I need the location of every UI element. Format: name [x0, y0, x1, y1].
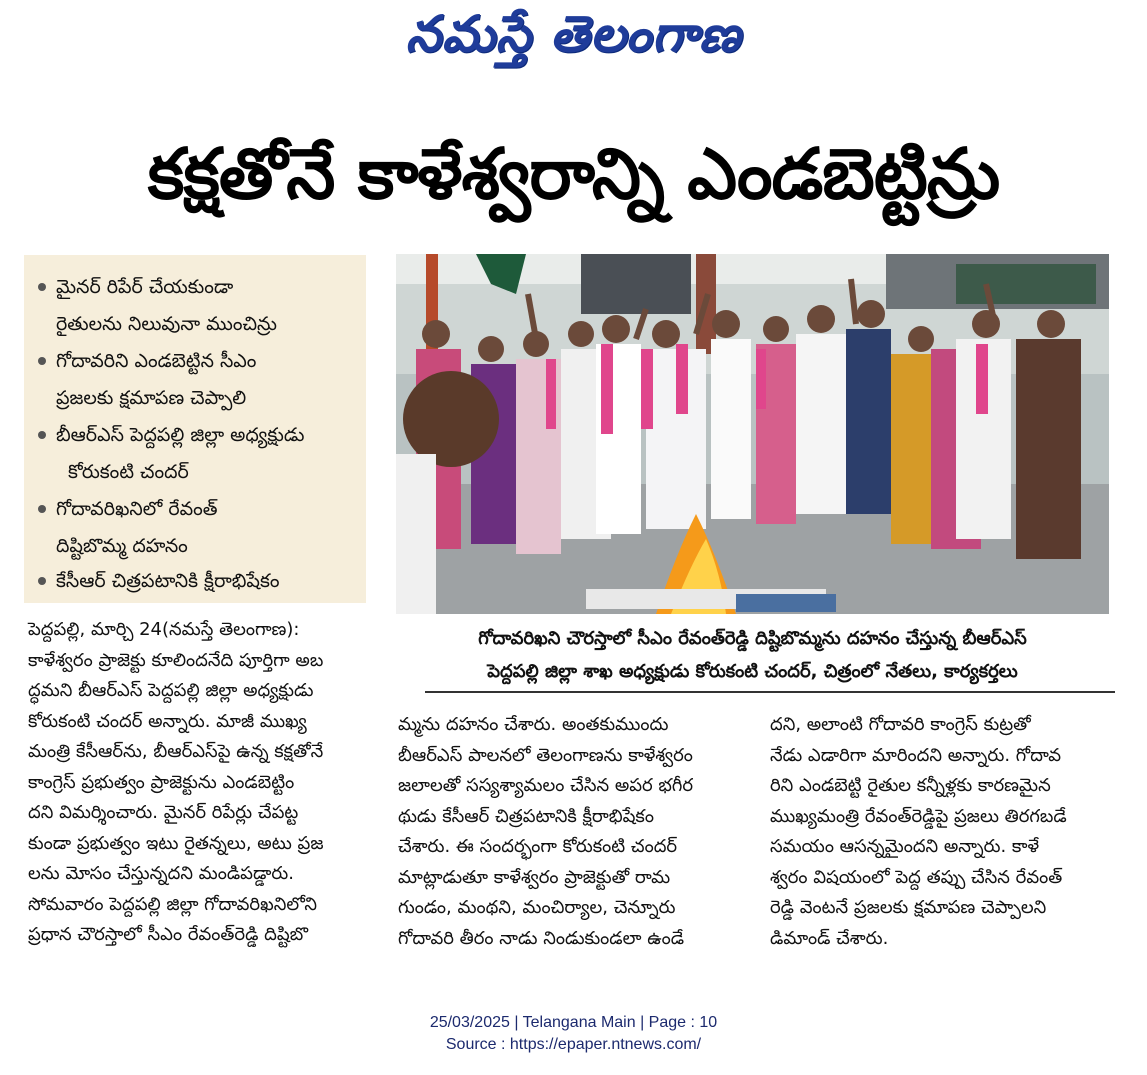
masthead [0, 4, 1147, 76]
highlight-item: బీఆర్ఎస్ పెద్దపల్లి జిల్లా అధ్యక్షుడు [38, 417, 360, 454]
bullet-icon [38, 505, 46, 513]
highlight-item: కేసీఆర్ చిత్రపటానికి క్షీరాభిషేకం [38, 563, 360, 600]
article-column-3: దని, అలాంటి గోదావరి కాంగ్రెస్ కుట్రతో నేడు ఎడారిగా మారిందని అన్నారు. గోదావ రిని ఎండబెట్టి రైతుల కన్నీళ్లకు కారణమైన ముఖ్యమంత్రి రేవంత్‌రెడ్డిపై ప్రజలు తిరగబడే సమయం ఆసన్నమైందని అన్నారు. కాళే శ్వరం విషయంలో పెద్ద తప్పు చేసిన రేవంత్ రెడ్డి వెంటనే ప్రజలకు క్షమాపణ చెప్పాలని డిమాండ్ చేశారు. [770, 714, 1067, 949]
photo-caption [396, 622, 1109, 690]
bullet-icon [38, 431, 46, 439]
highlight-item-continued: దిష్టిబొమ్మ దహనం [56, 535, 188, 557]
caption-line-1: గోదావరిఖని చౌరస్తాలో సీఎం రేవంత్‌రెడ్డి దిష్టిబొమ్మను దహనం చేస్తున్న బీఆర్ఎస్ [478, 628, 1027, 649]
headline [0, 130, 1147, 235]
news-photo [396, 254, 1109, 614]
page-footer [0, 1012, 1147, 1056]
protest-photo-illustration [396, 254, 1109, 614]
footer-source: Source : https://epaper.ntnews.com/ [445, 1036, 702, 1053]
highlight-item: మైనర్ రిపేర్ చేయకుండా [38, 269, 360, 306]
highlight-item: గోదావరిని ఎండబెట్టిన సీఎం [38, 343, 360, 380]
bullet-icon [38, 577, 46, 585]
highlight-item-continued: కోరుకంటి చందర్ [68, 461, 189, 483]
highlight-item: గోదావరిఖనిలో రేవంత్ [38, 491, 360, 528]
caption-line-2: పెద్దపల్లి జిల్లా శాఖ అధ్యక్షుడు కోరుకంటి చందర్, చిత్రంలో నేతలు, కార్యకర్తలు [487, 661, 1018, 682]
bullet-icon [38, 357, 46, 365]
newspaper-logo: నమస్తే తెలంగాణ [405, 4, 742, 63]
highlight-item-continued: ప్రజలకు క్షమాపణ చెప్పాలి [56, 387, 247, 409]
highlight-item-continued: రైతులను నిలువునా ముంచిన్రు [56, 313, 277, 335]
article-column-2: మ్మను దహనం చేశారు. అంతకుముందు బీఆర్ఎస్ పాలనలో తెలంగాణను కాళేశ్వరం జలాలతో సస్యశ్యామలం చేసిన అపర భగీర థుడు కేసీఆర్ చిత్రపటానికి క్షీరాభిషేకం చేశారు. ఈ సందర్భంగా కోరుకంటి చందర్ మాట్లాడుతూ కాళేశ్వరం ప్రాజెక్టుతో రామ గుండం, మంథని, మంచిర్యాల, చెన్నూరు గోదావరి తీరం నాడు నిండుకుండలా ఉండే [398, 714, 694, 949]
bullet-icon [38, 283, 46, 291]
caption-divider [425, 691, 1115, 693]
footer-date-page: 25/03/2025 | Telangana Main | Page : 10 [429, 1014, 718, 1031]
article-column-1: పెద్దపల్లి, మార్చి 24(నమస్తే తెలంగాణ): కాళేశ్వరం ప్రాజెక్టు కూలిందనేది పూర్తిగా అబ ద్ధమని బీఆర్ఎస్ పెద్దపల్లి జిల్లా అధ్యక్షుడు కోరుకంటి చందర్ అన్నారు. మాజీ ముఖ్య మంత్రి కేసీఆర్‌ను, బీఆర్ఎస్‌పై ఉన్న కక్షతోనే కాంగ్రెస్ ప్రభుత్వం ప్రాజెక్టును ఎండబెట్టిం దని విమర్శించారు. మైనర్ రిపేర్లు చేపట్ట కుండా ప్రభుత్వం ఇటు రైతన్నలు, అటు ప్రజ లను మోసం చేస్తున్నదని మండిపడ్డారు. సోమవారం పెద్దపల్లి జిల్లా గోదావరిఖనిలోని ప్రధాన చౌరస్తాలో సీఎం రేవంత్‌రెడ్డి దిష్టిబొ [28, 619, 324, 945]
highlights-box [24, 255, 366, 603]
headline-text: కక్షతోనే కాళేశ్వరాన్ని ఎండబెట్టిన్రు [147, 133, 1000, 215]
